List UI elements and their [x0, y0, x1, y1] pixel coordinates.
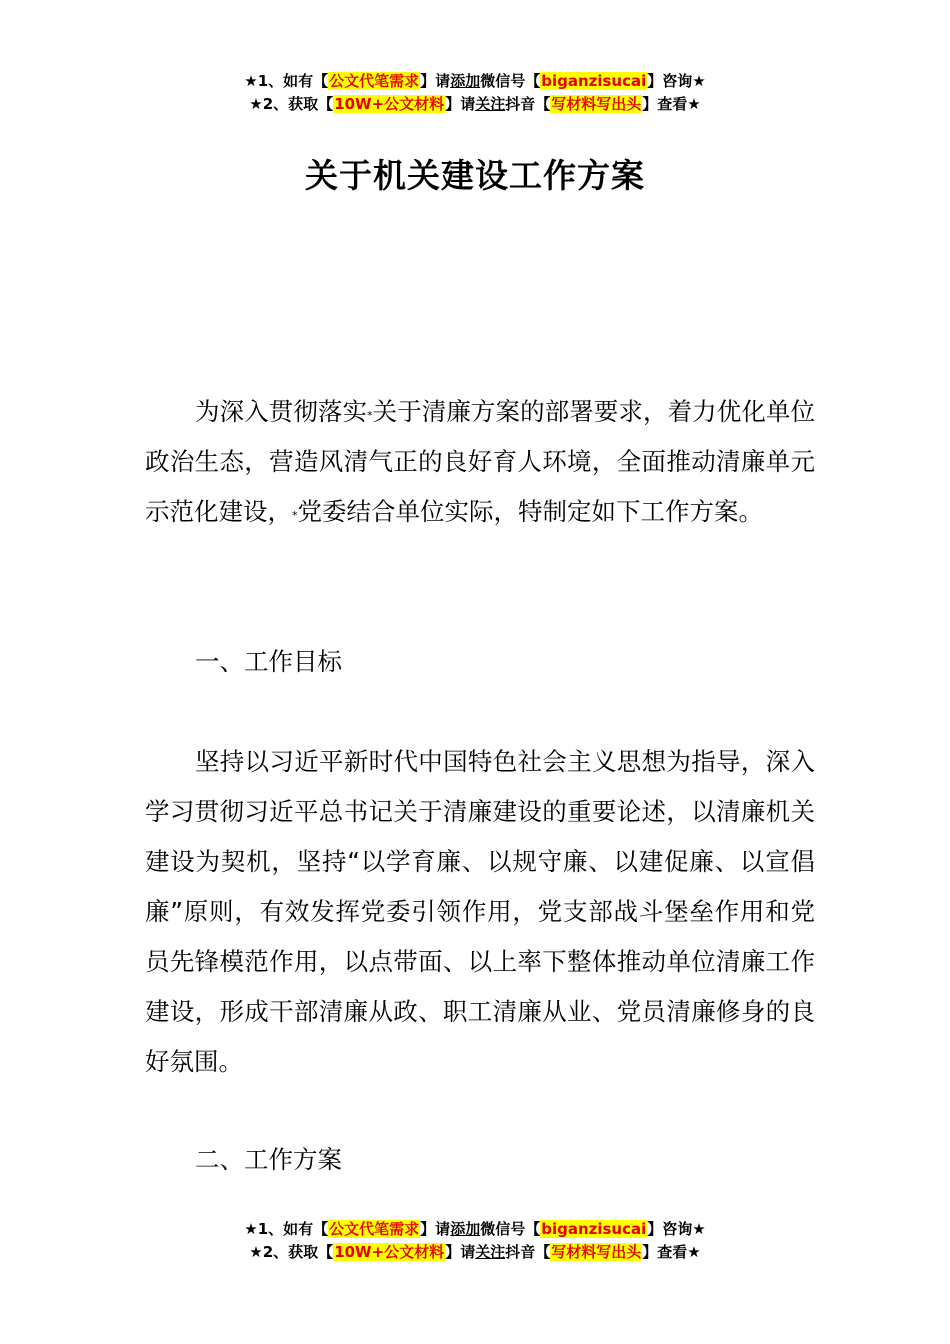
section2-heading: 二、工作方案 — [195, 1145, 342, 1174]
top-banner — [0, 70, 950, 116]
banner-text: 】咨询★ — [647, 72, 706, 90]
banner-line-1 — [0, 1218, 950, 1241]
banner-text: 】请 — [420, 1220, 451, 1238]
banner-underlined: 添加 — [450, 72, 481, 90]
banner-text: ★1、如有【 — [244, 72, 329, 90]
banner-highlight: 10W+公文材料 — [334, 95, 445, 113]
document-title: 关于机关建设工作方案 — [305, 156, 645, 195]
banner-text: 】查看★ — [642, 1243, 701, 1261]
banner-line-2 — [0, 1241, 950, 1264]
banner-underlined: 关注 — [475, 1243, 506, 1261]
banner-text: ★2、获取【 — [249, 95, 334, 113]
banner-text: 微信号【 — [480, 1220, 541, 1238]
banner-text: 】请 — [445, 95, 476, 113]
intro-text: 关于清廉方案的部署要求，着力优化单位政治生态，营造风清气正的良好育人环境，全面推动清廉单元示范化建设， — [145, 397, 816, 526]
banner-underlined: 关注 — [475, 95, 506, 113]
intro-text: 党委结合单位实际，特制定如下工作方案。 — [297, 497, 763, 526]
banner-text: 抖音【 — [505, 1243, 551, 1261]
placeholder-mark: * — [292, 509, 298, 522]
banner-highlight: 写材料写出头 — [551, 95, 642, 113]
banner-line-1 — [0, 70, 950, 93]
section1-heading: 一、工作目标 — [195, 647, 342, 676]
section1-paragraph-block — [145, 737, 815, 1087]
intro-paragraph — [145, 387, 815, 537]
banner-highlight: 公文代笔需求 — [329, 72, 420, 90]
banner-text: 】请 — [445, 1243, 476, 1261]
banner-highlight: 10W+公文材料 — [334, 1243, 445, 1261]
banner-text: ★1、如有【 — [244, 1220, 329, 1238]
banner-text: 微信号【 — [480, 72, 541, 90]
banner-highlight: 公文代笔需求 — [329, 1220, 420, 1238]
banner-text: 】查看★ — [642, 95, 701, 113]
intro-text: 为深入贯彻落实 — [195, 397, 368, 426]
banner-highlight: biganzisucai — [541, 1220, 647, 1238]
banner-text: 】咨询★ — [647, 1220, 706, 1238]
banner-text: 抖音【 — [505, 95, 551, 113]
placeholder-mark: * — [367, 409, 373, 422]
section1-heading-block — [145, 637, 815, 687]
banner-highlight: 写材料写出头 — [551, 1243, 642, 1261]
banner-text: 】请 — [420, 72, 451, 90]
section1-paragraph: 坚持以习近平新时代中国特色社会主义思想为指导，深入学习贯彻习近平总书记关于清廉建设的重要论述，以清廉机关建设为契机，坚持“以学育廉、以规守廉、以建促廉、以宣倡廉”原则，有效发挥党委引领作用，党支部战斗堡垒作用和党员先锋模范作用，以点带面、以上率下整体推动单位清廉工作建设，形成干部清廉从政、职工清廉从业、党员清廉修身的良好氛围。 — [145, 747, 815, 1076]
banner-highlight: biganzisucai — [541, 72, 647, 90]
section2-heading-block — [145, 1135, 815, 1185]
banner-text: ★2、获取【 — [249, 1243, 334, 1261]
banner-underlined: 添加 — [450, 1220, 481, 1238]
banner-line-2 — [0, 93, 950, 116]
bottom-banner — [0, 1218, 950, 1264]
